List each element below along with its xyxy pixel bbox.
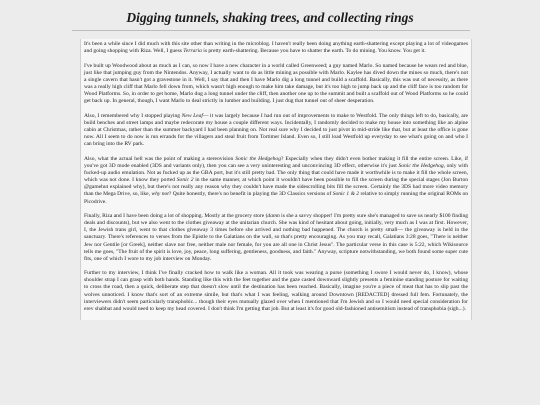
emphasized-title: Sonic 1 & 2 — [332, 191, 360, 198]
paragraph-text: is pretty earth-shattering. Because you have to shatter the earth. To do mining. You know. You get it. — [201, 48, 426, 55]
article-paragraph — [84, 113, 468, 149]
paragraph-text: , only with fucked-up audio emulation. Not as fucked up as the GBA port, but it's still pretty bad. The only thing that could have made it worthwhile is to make it fill the whole screen, which was not done. I know they ported — [84, 162, 468, 184]
paragraph-text: — it was largely because I had run out of improvements to make to Westfold. The only things left to do, basically, are build benches and street lamps and maybe redecorate my house a couple different ways. Incidentally, I randomly decided to make my house into something like an alpine cabin at Christmas, rather than the summer backyard I had been planning on. Not real sure why I decided to just pivot in mid-stride like that, but at least the office is gone now. All I seem to do now is run errands for the villagers and steal fruit from Tortimer Island. Even so, I still load Westfold up everyday to see what's going on and who I can bring into the RV park. — [84, 112, 468, 148]
article-paragraph — [84, 156, 468, 206]
emphasized-title: New Leaf — [181, 112, 203, 119]
article-paragraph — [84, 270, 468, 313]
emphasized-title: Sonic the Hedgehog — [398, 162, 444, 169]
paragraph-text: is she a savvy shopper! I'm pretty sure she's managed to save us nearly $100 finding deals and discounts), but we also went to the clothes giveaway at the unitarian church. She was kind of hesitant about going, initially, very much as I was at first. However, I, the Jewish trans girl, went to that clothes giveaway 3 times before she arrived and nothing bad happened. The church is pretty small— the giveaway is held in the sanctuary. There's references to verses from the Epistle to the Galatians on the wall, so that's pretty encouraging. As you may recall, Galatians 3:28 goes, "There is neither Jew nor Gentile [or Greek], neither slave nor free, neither male nor female, for you are all one in Christ Jesus". The particular verse in this case is 5:22, which Wikisource tells me goes, "The fruit of the spirit is love, joy, peace, long suffering, gentleness, goodness, and faith." Anyway, scripture notwithstanding, we both found some super cute fits, one of which I wore to my job interview on Monday. — [84, 212, 468, 262]
paragraph-text: relative to simply running the original ROMs on Picodrive. — [84, 191, 468, 205]
paragraph-text: Also, what the actual hell was the point of making a stereovision — [84, 155, 236, 162]
emphasized-title: damn — [267, 212, 280, 219]
article-paragraph — [84, 63, 468, 106]
paragraph-text: It's been a while since I did much with this site other than writing in the microblog. I haven't really been doing anything earth-shattering except playing a lot of videogames and going shopping with Riza. Well, I guess — [84, 41, 468, 55]
article-body — [80, 39, 472, 320]
emphasized-title: why not — [151, 191, 169, 198]
title-divider — [72, 30, 470, 31]
paragraph-text: Also, I remembered why I stopped playing — [84, 112, 182, 119]
paragraph-text: ? Especially when they didn't even bother making it fill the entire screen. Like, if you've got 3D mode enabled (3DS and variants only), then you can see a very uninteresting and unconvincing 3D effect, otherwise it's just — [84, 155, 468, 169]
emphasized-title: Sonic the Hedgehog — [235, 155, 281, 162]
article-paragraph — [84, 213, 468, 263]
paragraph-text: I've built up Woodwood about as much as I can, so now I have a new character in a world called Greenweed; a guy named Marlo. So named because he wears red and blue, just like that jumping guy from the Nintendos. Anyway, I actually want to do as little mining as possible with Marlo. Kaylee has dived down the mines so much, there's not a single cavern that hasn't got a gravestone in it. Well, I say that and then I have Marlo dig a long tunnel and build a scaffold. Basically, this was out of necessity, as there was a really high cliff that Marlo fell down from, which wasn't high enough to make him take damage, but it's too high to jump back up and the cliff face is too random for Wood Platforms. So, in order to get home, Marlo dug a long tunnel under the cliff, then another one up to the summit and built a scaffold out of Wood Platforms so he could get back up. In general, though, I want Marlo to deal strictly in lumber and building. I just dug that tunnel out of sheer desperation. — [84, 62, 468, 105]
article-paragraph — [84, 41, 468, 55]
page-title: Digging tunnels, shaking trees, and collecting rings — [126, 10, 414, 25]
emphasized-title: Sonic 2 — [176, 177, 194, 184]
paragraph-text: ? Quite honestly, there's no benefit in playing the 3D Classics versions of — [168, 191, 333, 198]
paragraph-text: Finally, Riza and I have been doing a lot of shopping. Mostly at the grocery store ( — [84, 212, 268, 219]
emphasized-title: Terraria — [183, 48, 202, 55]
paragraph-text: in the same manner, at which point it wouldn't have been possible to fill the screen during the special stages (Jon Burton @gamehut explained why), but there's not really any reason why they couldn't have made the sidescrolling bits fill the screen. Certainly the 3DS had more video memory than the Mega Drive, so, like, — [84, 177, 468, 198]
paragraph-text: Further to my interview, I think I've finally cracked how to walk like a woman. All it took was wearing a purse (something I swore I would never do, I know), whose shoulder strap I can grasp with both hands. Standing like this with the feet together and the gaze casted downward slightly presents a feminine standing posture for waiting to cross the road, then a quick, deliberate step that doesn't slow until the destination has been reached. Basically, imagine you're a piece of meat that has to slip past the wolves unnoticed. I know that's sort of an extreme simile, but that's what I was feeling, walking around Downtown [REDACTED] dressed full fem. Fortunately, the interviewers didn't seem particularly transphobic... though their eyes mutually glazed over when I mentioned that I'm Jewish and so I would need special consideration for erev shabbat and would need to keep my head covered. I don't think I'm getting that job. But at least it's for good old-fashioned antisemitism instead of transphobia (sigh...). — [84, 270, 468, 312]
